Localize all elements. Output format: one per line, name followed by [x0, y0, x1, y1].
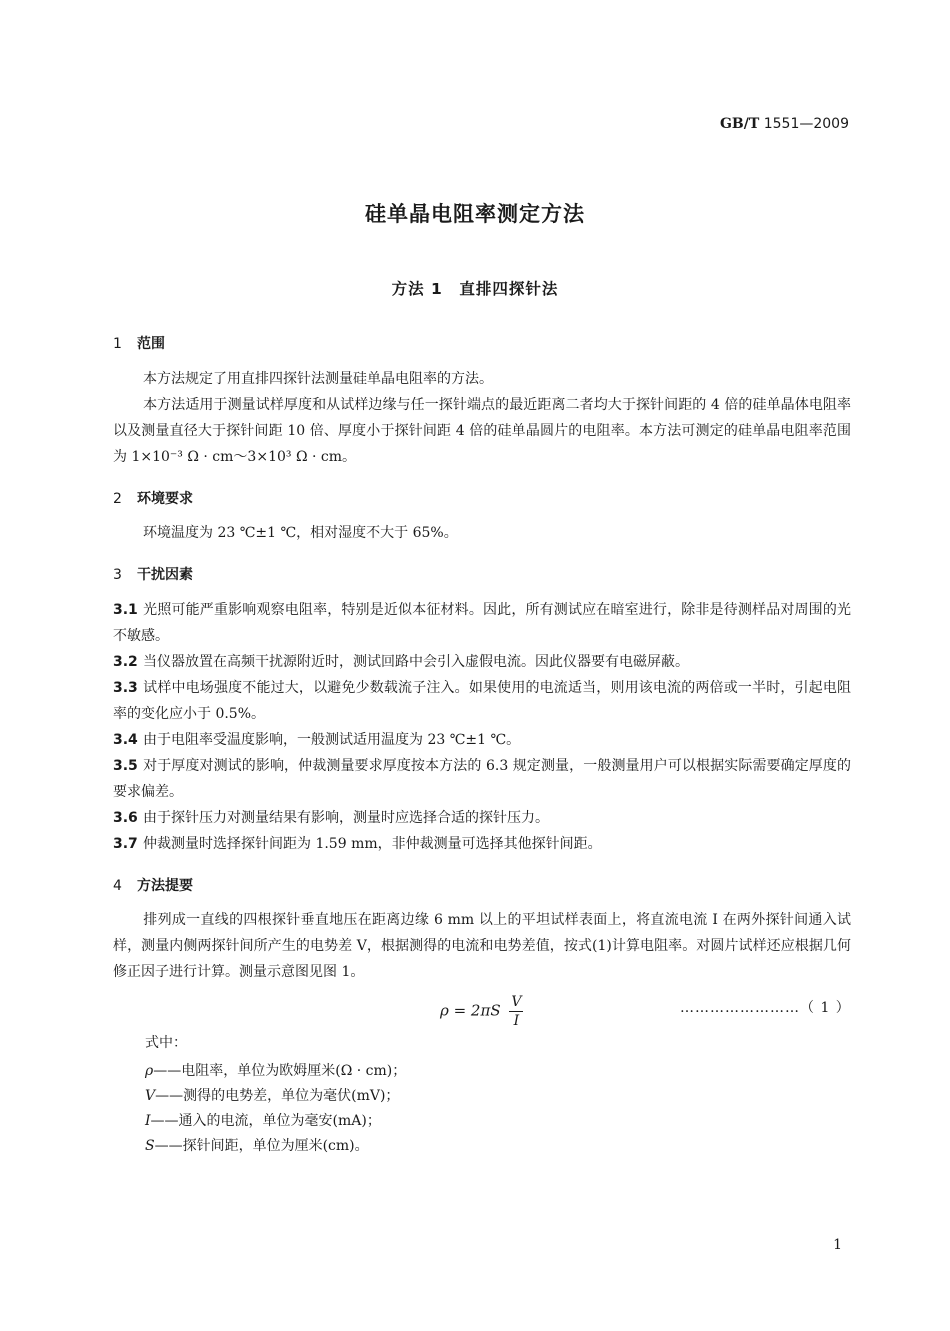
variable-rho: ρ——电阻率，单位为欧姆厘米(Ω · cm)；	[145, 1063, 407, 1079]
formula-numerator: V	[511, 994, 522, 1010]
section-title: 范围	[137, 336, 165, 352]
clause-3-4: 3.4 由于电阻率受温度影响，一般测试适用温度为 23 ℃±1 ℃。	[113, 732, 521, 748]
section-number: 2	[113, 491, 122, 507]
section-2-paragraph: 环境温度为 23 ℃±1 ℃，相对湿度不大于 65%。	[143, 525, 458, 541]
section-2-heading	[113, 488, 193, 508]
section-number: 3	[113, 567, 122, 583]
clause-3-3: 3.3 试样中电场强度不能过大，以避免少数载流子注入。如果使用的电流适当，则用该电流的两倍或一半时，引起电阻率的变化应小于 0.5%。	[113, 680, 851, 722]
standard-prefix: GB/T	[719, 116, 760, 132]
clause-3-6: 3.6 由于探针压力对测量结果有影响，测量时应选择合适的探针压力。	[113, 810, 549, 826]
method-subtitle: 方法 1 直排四探针法	[391, 280, 559, 298]
standard-code: 1551—2009	[763, 116, 849, 132]
formula-fraction	[509, 994, 523, 1029]
variable-i: I——通入的电流，单位为毫安(mA)；	[145, 1113, 381, 1129]
clause-3-5: 3.5 对于厚度对测试的影响，仲裁测量要求厚度按本方法的 6.3 规定测量，一般测量用户可以根据实际需要确定厚度的要求偏差。	[113, 758, 851, 800]
where-label: 式中：	[145, 1035, 187, 1051]
resistivity-formula	[440, 994, 523, 1029]
page-number: 1	[833, 1237, 842, 1253]
section-4-heading	[113, 875, 193, 895]
section-1-heading	[113, 333, 165, 353]
section-title: 干扰因素	[137, 567, 193, 583]
variable-s: S——探针间距，单位为厘米(cm)。	[145, 1138, 369, 1154]
section-title: 环境要求	[137, 491, 193, 507]
equation-label: ……………………（ 1 ）	[680, 1000, 851, 1016]
section-3-heading	[113, 564, 193, 584]
clause-3-2: 3.2 当仪器放置在高频干扰源附近时，测试回路中会引入虚假电流。因此仪器要有电磁屏蔽。	[113, 654, 689, 670]
clause-3-7: 3.7 仲裁测量时选择探针间距为 1.59 mm，非仲裁测量可选择其他探针间距。	[113, 836, 602, 852]
standard-number	[720, 116, 849, 132]
document-title: 硅单晶电阻率测定方法	[365, 202, 585, 226]
formula-denominator: I	[513, 1013, 520, 1029]
section-1-paragraph-2: 本方法适用于测量试样厚度和从试样边缘与任一探针端点的最近距离二者均大于探针间距的 4 倍的硅单晶体电阻率以及测量直径大于探针间距 10 倍、厚度小于探针间距 4 倍的硅单晶圆片的电阻率。本方法可测定的硅单晶电阻率范围为 1×10⁻³ Ω · cm～3×10³ Ω · cm。	[113, 397, 851, 465]
formula-lhs: ρ = 2πS	[440, 1001, 501, 1020]
clause-3-1: 3.1 光照可能严重影响观察电阻率，特别是近似本征材料。因此，所有测试应在暗室进行，除非是待测样品对周围的光不敏感。	[113, 602, 851, 644]
section-number: 4	[113, 878, 122, 894]
variable-v: V——测得的电势差，单位为毫伏(mV)；	[145, 1088, 400, 1104]
section-1-paragraph-1: 本方法规定了用直排四探针法测量硅单晶电阻率的方法。	[143, 371, 493, 387]
section-number: 1	[113, 336, 122, 352]
section-4-paragraph: 排列成一直线的四根探针垂直地压在距离边缘 6 mm 以上的平坦试样表面上，将直流电流 I 在两外探针间通入试样，测量内侧两探针间所产生的电势差 V，根据测得的电流和电势差值，按式(1)计算电阻率。对圆片试样还应根据几何修正因子进行计算。测量示意图见图 1。	[113, 912, 851, 980]
section-title: 方法提要	[137, 878, 193, 894]
